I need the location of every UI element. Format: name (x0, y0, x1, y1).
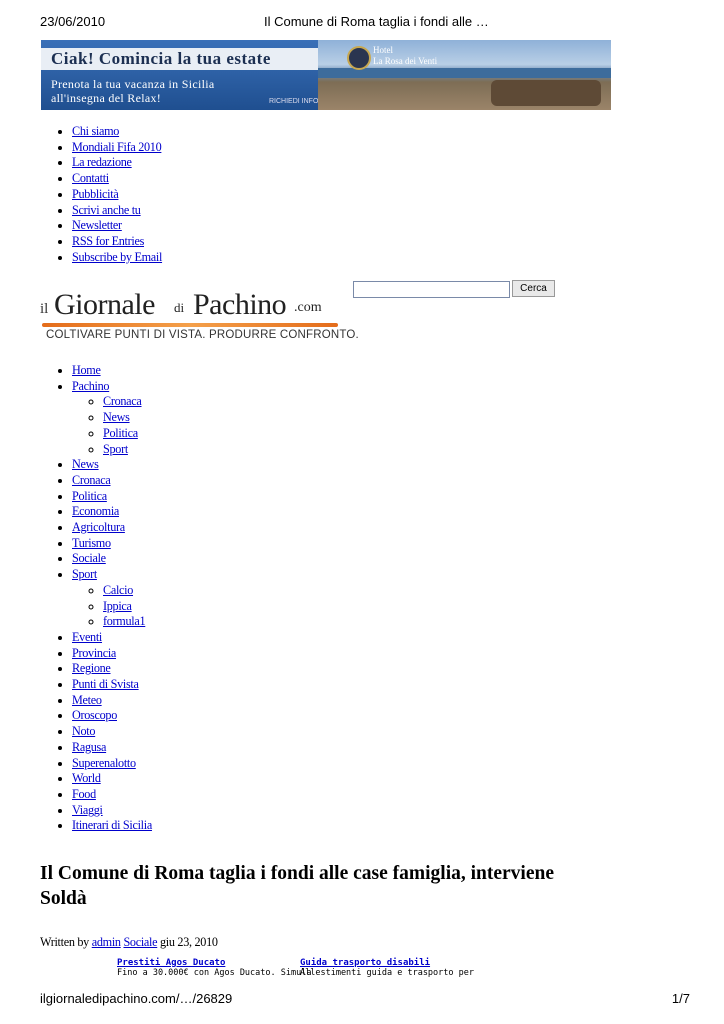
main-menu-item (72, 803, 152, 819)
post-category-link[interactable]: Sociale (123, 935, 158, 949)
main-menu-item (72, 771, 152, 787)
top-menu-item (72, 140, 162, 156)
top-menu-link-scrivi[interactable]: Scrivi anche tu (72, 202, 141, 217)
main-menu-item (72, 756, 152, 772)
text-ad-title[interactable]: Prestiti Agos Ducato (117, 958, 226, 968)
main-menu-item (72, 504, 152, 520)
nav-link-noto[interactable]: Noto (72, 724, 96, 739)
main-menu-item (72, 551, 152, 567)
nav-link-cronaca[interactable]: Cronaca (72, 472, 111, 487)
top-menu-item (72, 187, 162, 203)
nav-link-turismo[interactable]: Turismo (72, 535, 111, 550)
top-menu-item (72, 250, 162, 266)
top-menu-item (72, 234, 162, 250)
submenu-item (103, 599, 152, 615)
submenu-item (103, 426, 152, 442)
main-menu-item (72, 677, 152, 693)
top-menu-link-redazione[interactable]: La redazione (72, 155, 132, 170)
main-menu-item (72, 787, 152, 803)
submenu-item (103, 410, 152, 426)
print-url: ilgiornaledipachino.com/…/26829 (40, 991, 233, 1006)
nav-link-sociale[interactable]: Sociale (72, 551, 106, 566)
logo-giornale: Giornale (54, 288, 155, 321)
top-menu-link-pubblicita[interactable]: Pubblicità (72, 186, 119, 201)
nav-link-sport[interactable]: Sport (72, 567, 97, 582)
main-menu-item (72, 379, 152, 458)
submenu-item (103, 442, 152, 458)
nav-link-punti-di-svista[interactable]: Punti di Svista (72, 677, 139, 692)
nav-link-sport-ippica[interactable]: Ippica (103, 598, 132, 613)
top-menu (72, 124, 162, 265)
post-written-by: Written by (40, 935, 89, 949)
main-menu-item (72, 363, 152, 379)
banner-line-2: Prenota la tua vacanza in Sicilia (51, 77, 215, 91)
nav-link-pachino[interactable]: Pachino (72, 378, 110, 393)
main-menu-item (72, 740, 152, 756)
banner-headline: Ciak! Comincia la tua estate (51, 49, 271, 68)
hotel-ad-banner[interactable] (41, 40, 611, 110)
text-ad-body: Allestimenti guida e trasporto per (300, 968, 474, 978)
text-ad[interactable] (300, 958, 474, 978)
print-page-title: Il Comune di Roma taglia i fondi alle … (264, 14, 489, 29)
logo-il: il (40, 301, 49, 317)
hotel-seal-icon (347, 46, 371, 70)
nav-link-politica[interactable]: Politica (72, 488, 107, 503)
nav-link-economia[interactable]: Economia (72, 504, 120, 519)
submenu-item (103, 394, 152, 410)
logo-tagline: COLTIVARE PUNTI DI VISTA. PRODURRE CONFRONTO. (46, 329, 359, 341)
top-menu-item (72, 124, 162, 140)
logo-swoosh (42, 323, 338, 327)
print-page-number: 1/7 (671, 991, 690, 1006)
post-title: Il Comune di Roma taglia i fondi alle case famiglia, interviene Soldà (40, 863, 555, 909)
logo-di: di (174, 300, 185, 315)
nav-link-home[interactable]: Home (72, 363, 101, 377)
text-ad[interactable] (117, 958, 311, 978)
post-date: giu 23, 2010 (159, 935, 218, 949)
nav-link-food[interactable]: Food (72, 786, 96, 801)
post-author-link[interactable]: admin (91, 935, 121, 949)
nav-link-pachino-news[interactable]: News (103, 410, 130, 425)
top-menu-item (72, 218, 162, 234)
top-menu-link-contatti[interactable]: Contatti (72, 171, 109, 186)
nav-link-pachino-cronaca[interactable]: Cronaca (103, 394, 142, 409)
nav-link-world[interactable]: World (72, 771, 101, 786)
top-menu-link-mondiali[interactable]: Mondiali Fifa 2010 (72, 139, 162, 154)
site-logo[interactable] (40, 286, 359, 346)
top-menu-link-subscribe-email[interactable]: Subscribe by Email (72, 249, 163, 264)
post-meta (40, 935, 218, 950)
banner-hotel-label: Hotel (373, 45, 393, 55)
main-menu-item (72, 818, 152, 834)
main-menu-item (72, 473, 152, 489)
banner-line-3: all'insegna del Relax! (51, 91, 162, 105)
main-menu-item (72, 520, 152, 536)
search-input[interactable] (353, 281, 510, 298)
nav-link-eventi[interactable]: Eventi (72, 629, 103, 644)
top-menu-item (72, 203, 162, 219)
logo-com: .com (294, 300, 322, 315)
print-footer (40, 991, 690, 1011)
print-date: 23/06/2010 (40, 14, 106, 29)
main-menu-item (72, 567, 152, 630)
nav-link-itinerari[interactable]: Itinerari di Sicilia (72, 818, 152, 833)
nav-link-sport-formula1[interactable]: formula1 (103, 614, 146, 629)
nav-link-sport-calcio[interactable]: Calcio (103, 582, 134, 597)
pachino-submenu (103, 394, 152, 457)
nav-link-pachino-sport[interactable]: Sport (103, 441, 128, 456)
nav-link-oroscopo[interactable]: Oroscopo (72, 708, 117, 723)
main-menu-item (72, 536, 152, 552)
nav-link-pachino-politica[interactable]: Politica (103, 425, 138, 440)
nav-link-agricoltura[interactable]: Agricoltura (72, 520, 125, 535)
main-menu-item (72, 630, 152, 646)
nav-link-meteo[interactable]: Meteo (72, 692, 102, 707)
submenu-item (103, 583, 152, 599)
main-menu-item (72, 661, 152, 677)
nav-link-regione[interactable]: Regione (72, 661, 111, 676)
nav-link-viaggi[interactable]: Viaggi (72, 802, 103, 817)
search-button[interactable]: Cerca (512, 280, 555, 297)
sport-submenu (103, 583, 152, 630)
main-menu-item (72, 646, 152, 662)
print-header (40, 14, 690, 34)
top-menu-link-rss[interactable]: RSS for Entries (72, 233, 145, 248)
top-menu-link-chi-siamo[interactable]: Chi siamo (72, 124, 120, 138)
main-menu-item (72, 724, 152, 740)
banner-hotel-name: La Rosa dei Venti (373, 56, 438, 66)
nav-link-news[interactable]: News (72, 457, 99, 472)
text-ad-body: Fino a 30.000€ con Agos Ducato. Simula (117, 968, 312, 978)
top-menu-link-newsletter[interactable]: Newsletter (72, 218, 122, 233)
main-menu-item (72, 708, 152, 724)
nav-link-ragusa[interactable]: Ragusa (72, 739, 107, 754)
main-menu-item (72, 693, 152, 709)
banner-info-link[interactable]: RICHIEDI INFO (269, 98, 319, 105)
main-menu-item (72, 457, 152, 473)
top-menu-item (72, 171, 162, 187)
main-menu-item (72, 489, 152, 505)
nav-link-provincia[interactable]: Provincia (72, 645, 117, 660)
main-menu (72, 363, 152, 834)
submenu-item (103, 614, 152, 630)
top-menu-item (72, 155, 162, 171)
nav-link-superenalotto[interactable]: Superenalotto (72, 755, 136, 770)
logo-pachino: Pachino (193, 288, 287, 321)
text-ad-title[interactable]: Guida trasporto disabili (300, 958, 431, 968)
